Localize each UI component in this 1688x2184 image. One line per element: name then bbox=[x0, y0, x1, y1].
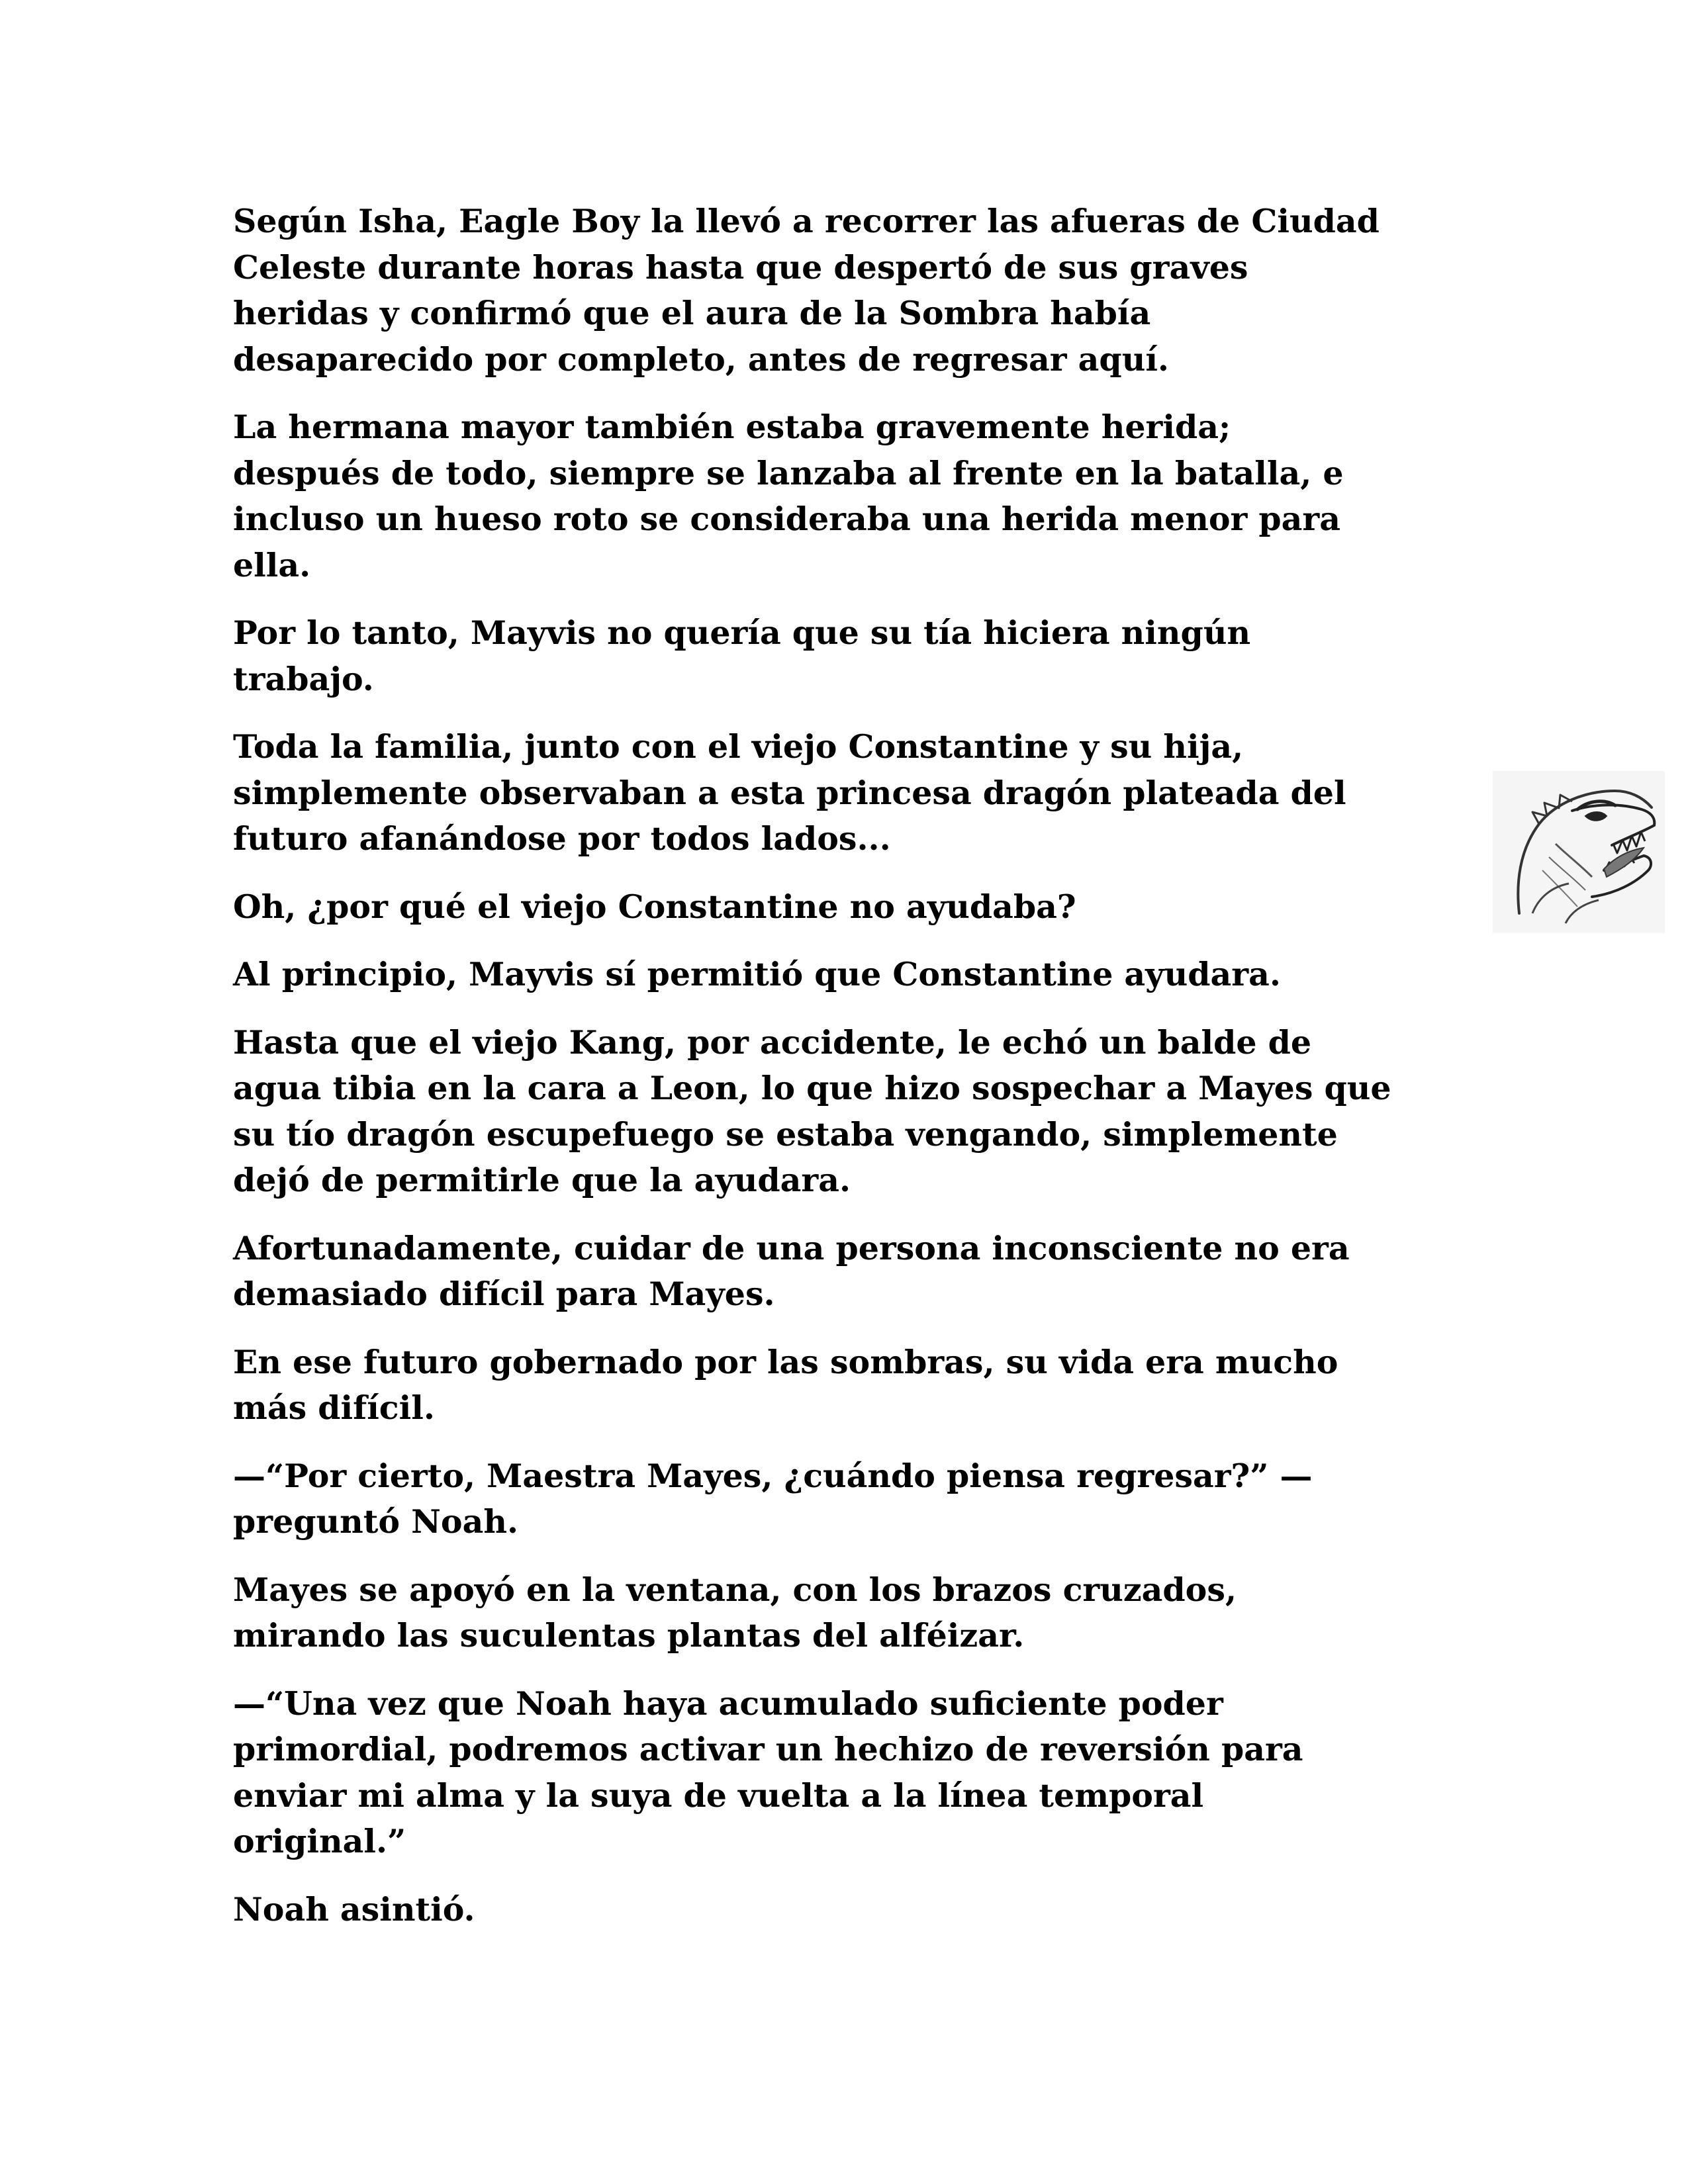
paragraph: Afortunadamente, cuidar de una persona inconsciente no era demasiado difícil para Mayes. bbox=[233, 1228, 1350, 1313]
paragraph: En ese futuro gobernado por las sombras, su vida era mucho más difícil. bbox=[233, 1342, 1338, 1427]
dinosaur-head-sketch-icon bbox=[1493, 771, 1665, 933]
paragraph: —“Por cierto, Maestra Mayes, ¿cuándo piensa regresar?” — preguntó Noah. bbox=[233, 1456, 1313, 1541]
paragraph: Al principio, Mayvis sí permitió que Constantine ayudara. bbox=[233, 955, 1281, 993]
paragraph: Por lo tanto, Mayvis no quería que su tía hiciera ningún trabajo. bbox=[233, 614, 1251, 698]
paragraph: Hasta que el viejo Kang, por accidente, le echó un balde de agua tibia en la cara a Leon, lo que hizo sospechar a Mayes que su tío dragón escupefuego se estaba vengando, simplemente dejó de permitirle que la ayudara. bbox=[233, 1023, 1391, 1199]
paragraph: Mayes se apoyó en la ventana, con los brazos cruzados, mirando las suculentas plantas del alféizar. bbox=[233, 1570, 1237, 1655]
paragraph: La hermana mayor también estaba gravemente herida; después de todo, siempre se lanzaba al frente en la batalla, e incluso un hueso roto se consideraba una herida menor para ella. bbox=[233, 408, 1344, 584]
paragraph: Noah asintió. bbox=[233, 1889, 475, 1929]
document-body bbox=[233, 199, 1451, 1954]
paragraph: Oh, ¿por qué el viejo Constantine no ayudaba? bbox=[233, 887, 1076, 926]
paragraph: Toda la familia, junto con el viejo Constantine y su hija, simplemente observaban a esta princesa dragón plateada del futuro afanándose por todos lados... bbox=[233, 727, 1346, 858]
paragraph: —“Una vez que Noah haya acumulado suficiente poder primordial, podremos activar un hechizo de reversión para enviar mi alma y la suya de vuelta a la línea temporal original.” bbox=[233, 1684, 1303, 1860]
paragraph: Según Isha, Eagle Boy la llevó a recorrer las afueras de Ciudad Celeste durante horas hasta que despertó de sus graves heridas y confirmó que el aura de la Sombra había desaparecido por completo, antes de regresar aquí. bbox=[233, 202, 1380, 379]
